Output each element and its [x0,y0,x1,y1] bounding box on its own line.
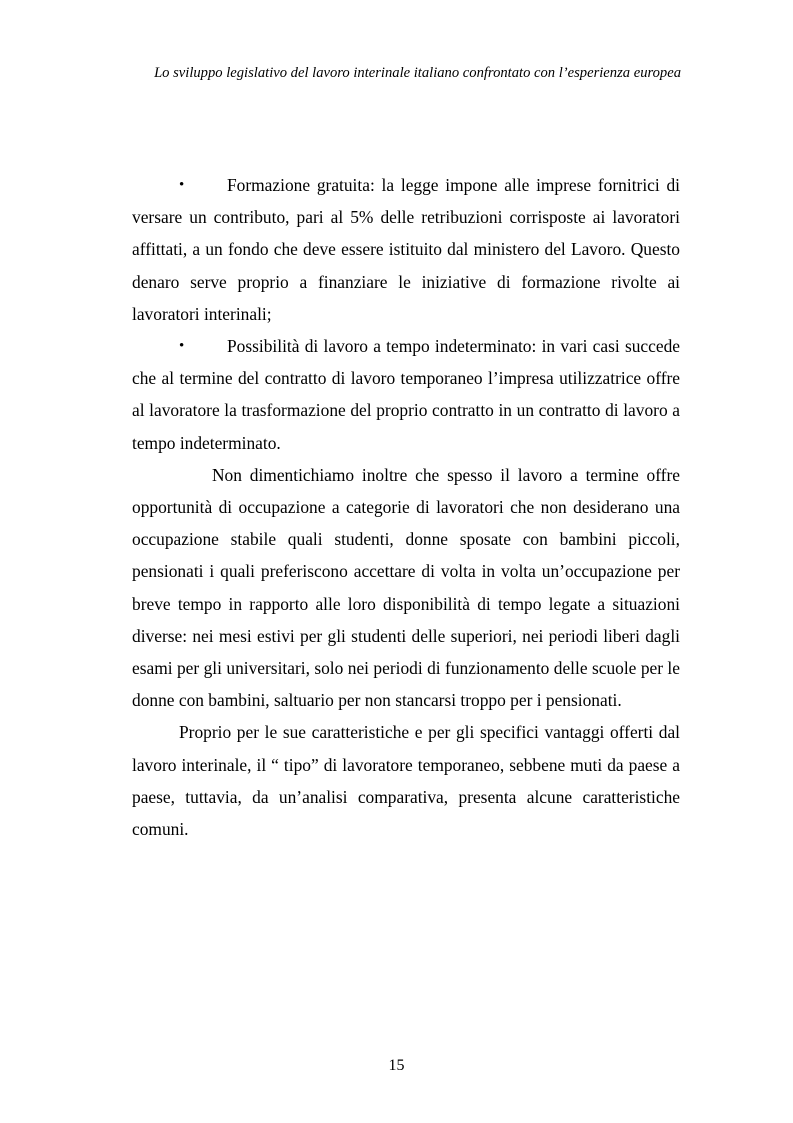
paragraph-occupation-categories: Non dimentichiamo inoltre che spesso il lavoro a termine offre opportunità di occupazione a categorie di lavoratori che non desiderano una occupazione stabile quali studenti, donne sposate con bambini piccoli, pensionati i quali preferiscono accettare di volta in volta un’occupazione per breve tempo in rapporto alle loro disponibilità di tempo legate a situazioni diverse: nei mesi estivi per gli studenti delle superiori, nei periodi liberi dagli esami per gli universitari, solo nei periodi di funzionamento delle scuole per le donne con bambini, saltuario per non stancarsi troppo per i pensionati. [132,464,680,711]
bullet-icon: • [179,338,185,355]
bullet-item-permanent-work [132,330,680,459]
body-text [132,169,680,845]
bullet-text: Formazione gratuita: la legge impone alle imprese fornitrici di versare un contributo, pari al 5% delle retribuzioni corrisposte ai lavoratori affittati, a un fondo che deve essere istituito dal ministero del Lavoro. Questo denaro serve proprio a finanziare le iniziative di formazione rivolte ai lavoratori interinali; [132,175,680,324]
page-number: 15 [388,1057,405,1074]
running-header: Lo sviluppo legislativo del lavoro interinale italiano confrontato con l’esperienza europea [154,65,681,81]
bullet-text: Possibilità di lavoro a tempo indeterminato: in vari casi succede che al termine del contratto di lavoro temporaneo l’impresa utilizzatrice offre al lavoratore la trasformazione del proprio contratto in un contratto di lavoro a tempo indeterminato. [132,336,680,453]
bullet-icon: • [179,177,185,193]
paragraph-common-characteristics: Proprio per le sue caratteristiche e per gli specifici vantaggi offerti dal lavoro interinale, il “ tipo” di lavoratore temporaneo, sebbene muti da paese a paese, tuttavia, da un’analisi comparativa, presenta alcune caratteristiche comuni. [132,722,680,840]
bullet-item-free-training [132,169,680,330]
